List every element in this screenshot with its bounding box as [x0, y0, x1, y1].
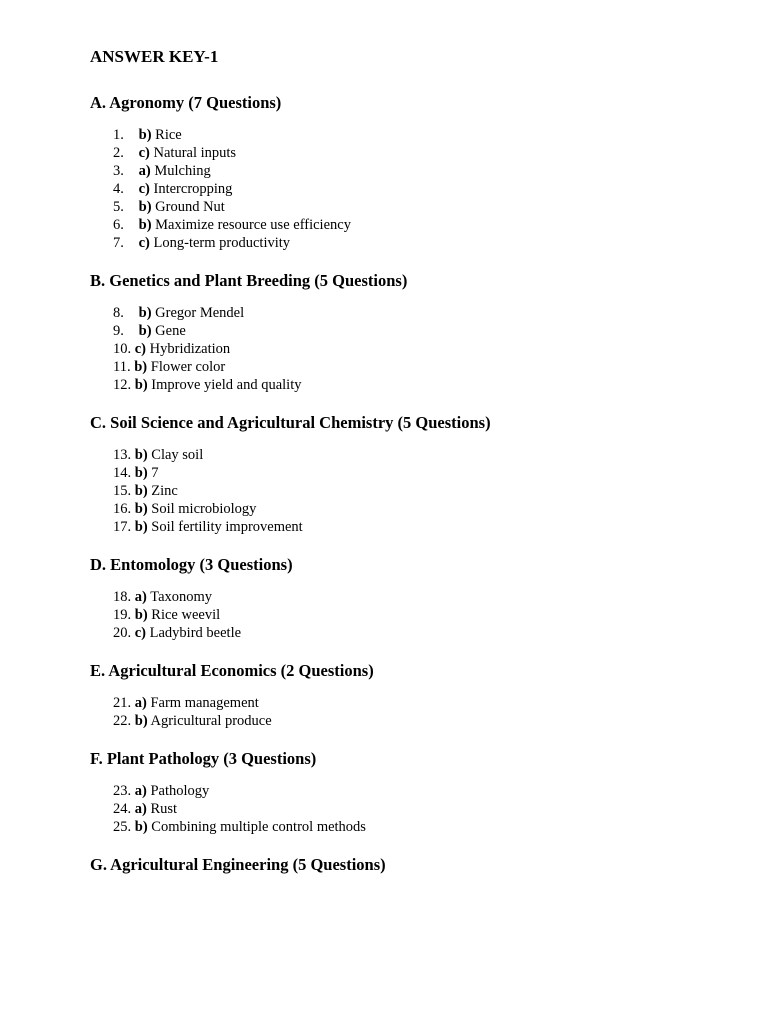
answer-text: Maximize resource use efficiency — [155, 217, 351, 233]
answer-option: b) — [138, 199, 152, 215]
answer-item — [113, 482, 730, 500]
section-heading: D. Entomology (3 Questions) — [90, 555, 293, 574]
question-number: 19. — [113, 607, 132, 623]
document-title: ANSWER KEY-1 — [90, 47, 219, 66]
question-number: 25. — [113, 819, 132, 835]
question-number: 15. — [113, 483, 132, 499]
question-number: 7. — [113, 235, 124, 251]
answer-item — [113, 464, 730, 482]
answer-text: Gene — [155, 323, 186, 339]
question-number: 22. — [113, 713, 132, 729]
question-number: 1. — [113, 127, 124, 143]
question-number: 14. — [113, 465, 132, 481]
section — [90, 748, 730, 836]
question-number: 8. — [113, 305, 124, 321]
section — [90, 270, 730, 394]
answer-text: Combining multiple control methods — [151, 819, 366, 835]
question-number: 13. — [113, 447, 132, 463]
answer-text: Rice weevil — [151, 607, 221, 623]
answer-option: b) — [134, 607, 148, 623]
answer-option: b) — [134, 519, 148, 535]
answer-item — [113, 518, 730, 536]
answer-item — [113, 624, 730, 642]
answer-text: Soil fertility improvement — [151, 519, 303, 535]
answer-option: b) — [138, 305, 152, 321]
answer-item — [113, 694, 730, 712]
question-number: 5. — [113, 199, 124, 215]
section-heading: E. Agricultural Economics (2 Questions) — [90, 661, 374, 680]
section — [90, 554, 730, 642]
question-number: 11. — [113, 359, 131, 375]
answer-option: a) — [134, 695, 147, 711]
answer-item — [113, 446, 730, 464]
answer-text: Rust — [150, 801, 178, 817]
answer-option: b) — [138, 217, 152, 233]
answer-option: b) — [134, 465, 148, 481]
answer-option: c) — [134, 341, 147, 357]
question-number: 16. — [113, 501, 132, 517]
answer-text: Gregor Mendel — [155, 305, 245, 321]
answer-text: Clay soil — [151, 447, 204, 463]
answer-item — [113, 198, 730, 216]
answer-option: a) — [138, 163, 151, 179]
section-heading: F. Plant Pathology (3 Questions) — [90, 749, 317, 768]
answer-item — [113, 180, 730, 198]
answer-option: c) — [138, 145, 150, 161]
section — [90, 92, 730, 252]
answer-item — [113, 606, 730, 624]
answer-option: c) — [134, 625, 147, 641]
answer-item — [113, 322, 730, 340]
answer-option: b) — [134, 483, 148, 499]
answer-text: Taxonomy — [150, 589, 213, 605]
answer-option: b) — [138, 323, 152, 339]
answer-item — [113, 358, 730, 376]
question-number: 6. — [113, 217, 124, 233]
answer-key-document — [90, 46, 730, 894]
question-number: 18. — [113, 589, 132, 605]
answer-text: Improve yield and quality — [151, 377, 302, 393]
answer-option: b) — [134, 501, 148, 517]
answer-item — [113, 340, 730, 358]
question-number: 10. — [113, 341, 132, 357]
answer-item — [113, 500, 730, 518]
answer-text: Long-term productivity — [153, 235, 291, 251]
answer-list — [90, 588, 730, 642]
answer-text: Soil microbiology — [151, 501, 257, 517]
answer-item — [113, 126, 730, 144]
answer-text: Zinc — [151, 483, 178, 499]
answer-list — [90, 446, 730, 536]
answer-text: Pathology — [150, 783, 210, 799]
answer-option: b) — [134, 359, 148, 375]
question-number: 9. — [113, 323, 124, 339]
answer-list — [90, 304, 730, 394]
answer-text: Hybridization — [149, 341, 231, 357]
answer-text: Ladybird beetle — [149, 625, 242, 641]
answer-text: Natural inputs — [153, 145, 237, 161]
answer-option: b) — [138, 127, 152, 143]
question-number: 3. — [113, 163, 124, 179]
answer-text: Farm management — [150, 695, 259, 711]
answer-item — [113, 376, 730, 394]
section — [90, 854, 730, 876]
section — [90, 660, 730, 730]
section-heading: G. Agricultural Engineering (5 Questions) — [90, 855, 386, 874]
answer-item — [113, 162, 730, 180]
answer-item — [113, 304, 730, 322]
answer-item — [113, 588, 730, 606]
answer-option: c) — [138, 181, 150, 197]
answer-list — [90, 782, 730, 836]
answer-text: Ground Nut — [155, 199, 225, 215]
answer-option: c) — [138, 235, 150, 251]
section-heading: B. Genetics and Plant Breeding (5 Questions) — [90, 271, 408, 290]
answer-option: b) — [134, 377, 148, 393]
answer-text: Mulching — [154, 163, 211, 179]
question-number: 4. — [113, 181, 124, 197]
answer-item — [113, 712, 730, 730]
answer-list — [90, 126, 730, 252]
answer-text: Agricultural produce — [150, 713, 272, 729]
answer-text: Intercropping — [153, 181, 233, 197]
question-number: 2. — [113, 145, 124, 161]
section-heading: C. Soil Science and Agricultural Chemistry (5 Questions) — [90, 413, 491, 432]
answer-item — [113, 234, 730, 252]
answer-item — [113, 144, 730, 162]
section — [90, 412, 730, 536]
answer-item — [113, 782, 730, 800]
answer-item — [113, 216, 730, 234]
question-number: 21. — [113, 695, 132, 711]
question-number: 12. — [113, 377, 132, 393]
answer-text: Flower color — [150, 359, 226, 375]
answer-option: b) — [134, 819, 148, 835]
answer-list — [90, 694, 730, 730]
question-number: 20. — [113, 625, 132, 641]
answer-item — [113, 818, 730, 836]
answer-text: Rice — [155, 127, 182, 143]
question-number: 17. — [113, 519, 132, 535]
answer-option: b) — [134, 447, 148, 463]
answer-option: a) — [134, 783, 147, 799]
answer-item — [113, 800, 730, 818]
answer-option: a) — [134, 801, 147, 817]
question-number: 24. — [113, 801, 132, 817]
sections-container — [90, 92, 730, 876]
answer-option: a) — [134, 589, 147, 605]
question-number: 23. — [113, 783, 132, 799]
section-heading: A. Agronomy (7 Questions) — [90, 93, 282, 112]
answer-text: 7 — [151, 465, 159, 481]
answer-option: b) — [134, 713, 148, 729]
